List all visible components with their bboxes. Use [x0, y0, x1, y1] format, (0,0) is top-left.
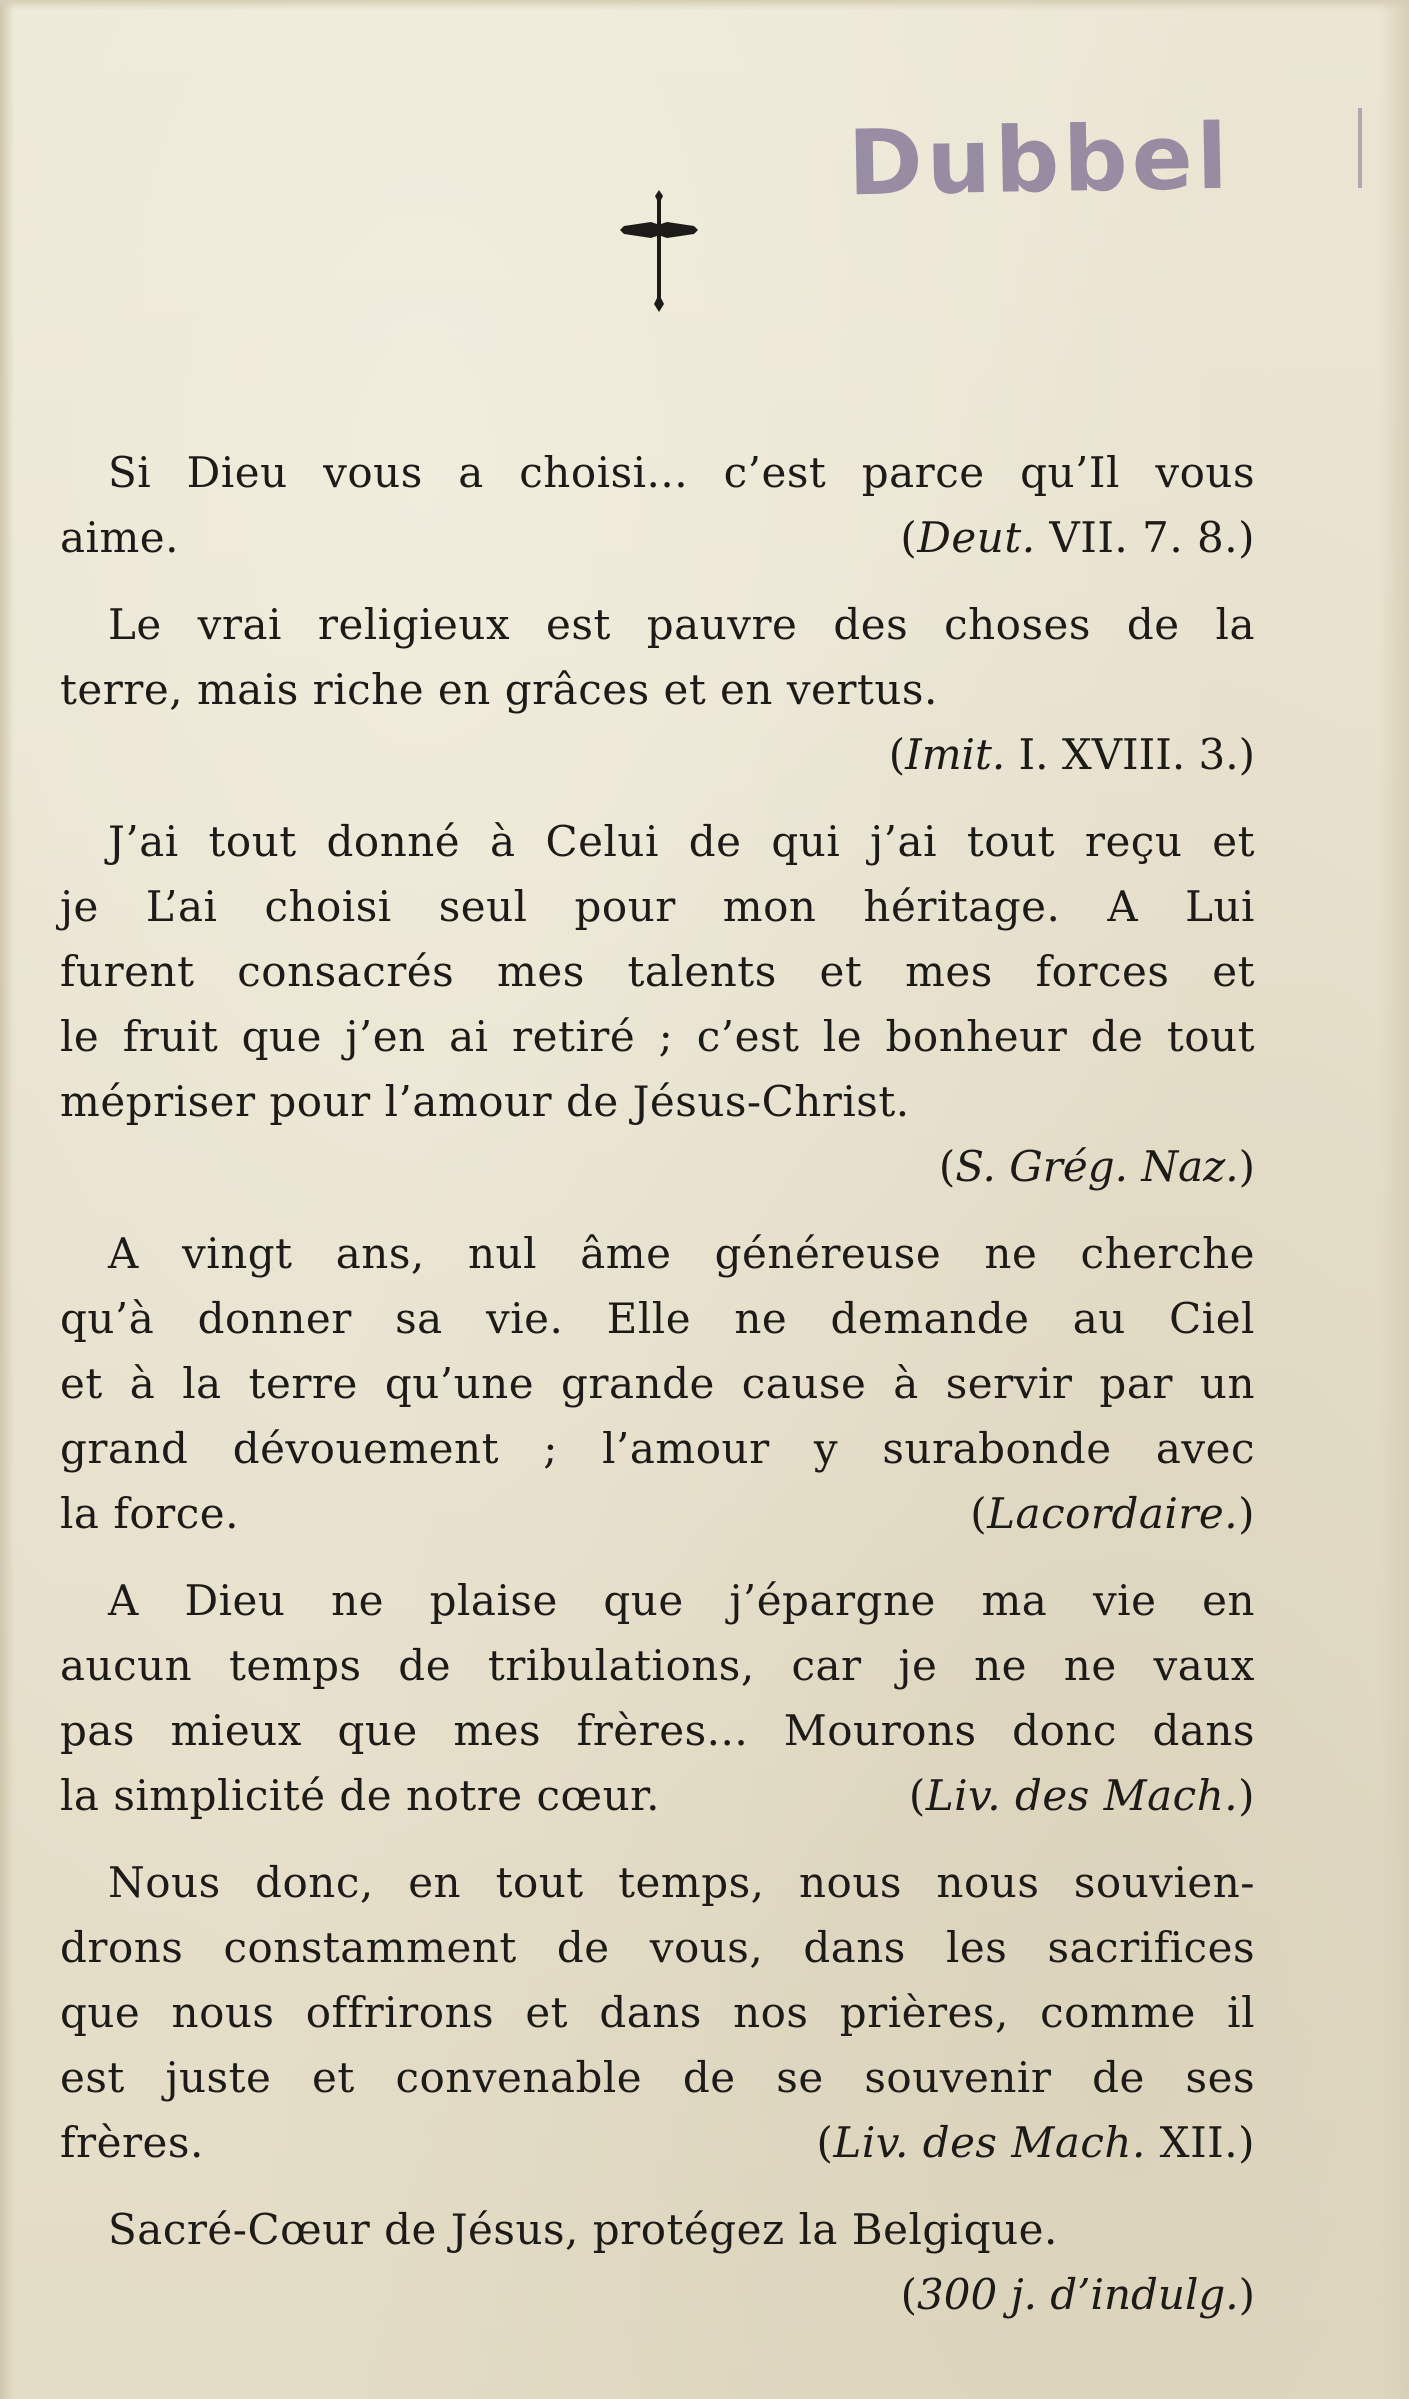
- citation-ref: XII.: [1145, 2118, 1239, 2167]
- citation-close: ): [1238, 2118, 1255, 2167]
- citation-close: ): [1238, 730, 1255, 779]
- citation: [900, 505, 1255, 570]
- text-line: Si Dieu vous a choisi... c’est parce qu’Il vous: [108, 448, 1255, 497]
- paper-edge-left: [0, 0, 14, 2399]
- paragraph: [60, 809, 1255, 1199]
- citation-source: Liv. des Mach.: [925, 1771, 1239, 1820]
- text-line-end: terre, mais riche en grâces et en vertus.: [60, 665, 938, 714]
- citation-open: (: [970, 1489, 988, 1538]
- citation: [909, 1763, 1255, 1828]
- text-line: drons constamment de vous, dans les sacrifices: [60, 1923, 1255, 1972]
- citation-source: S. Grég. Naz.: [955, 1142, 1239, 1191]
- text-body: [60, 440, 1255, 2349]
- text-line: grand dévouement ; l’amour y surabonde avec: [60, 1424, 1255, 1473]
- dubbel-stamp: Dubbel: [847, 104, 1233, 217]
- text-line-end: aime.: [60, 513, 180, 562]
- paragraph: [60, 592, 1255, 787]
- text-line-end: la simplicité de notre cœur.: [60, 1771, 660, 1820]
- citation-close: ): [1238, 1771, 1255, 1820]
- citation-open: (: [900, 2270, 918, 2319]
- citation-close: ): [1238, 1489, 1255, 1538]
- citation-close: ): [1238, 2270, 1255, 2319]
- citation: [889, 730, 1255, 779]
- citation-source: Lacordaire.: [987, 1489, 1239, 1538]
- text-line: et à la terre qu’une grande cause à servir par un: [60, 1359, 1255, 1408]
- citation: [817, 2110, 1255, 2175]
- citation-line: [60, 2262, 1255, 2327]
- text-line-end: Sacré-Cœur de Jésus, protégez la Belgique.: [108, 2205, 1058, 2254]
- paper-edge-right: [1379, 0, 1409, 2399]
- text-line: je L’ai choisi seul pour mon héritage. A Lui: [60, 882, 1255, 931]
- citation-open: (: [908, 1771, 926, 1820]
- citation-open: (: [816, 2118, 834, 2167]
- text-line-end: la force.: [60, 1489, 239, 1538]
- paragraph: [60, 1850, 1255, 2175]
- text-line: aucun temps de tribulations, car je ne ne vaux: [60, 1641, 1255, 1690]
- paragraph: [60, 1568, 1255, 1828]
- text-line: que nous offrirons et dans nos prières, comme il: [60, 1988, 1255, 2037]
- paragraph: [60, 1221, 1255, 1546]
- text-line-with-citation: [60, 505, 1255, 570]
- text-line-with-citation: [60, 2110, 1255, 2175]
- text-line-end: frères.: [60, 2118, 204, 2167]
- paragraph: [60, 2197, 1255, 2327]
- citation-open: (: [900, 513, 918, 562]
- text-line: A Dieu ne plaise que j’épargne ma vie en: [108, 1576, 1255, 1625]
- text-line: Nous donc, en tout temps, nous nous souvien-: [108, 1858, 1255, 1907]
- text-line: J’ai tout donné à Celui de qui j’ai tout reçu et: [108, 817, 1255, 866]
- citation-source: 300 j. d’indulg.: [917, 2270, 1239, 2319]
- citation-line: [60, 722, 1255, 787]
- text-line: le fruit que j’en ai retiré ; c’est le bonheur de tout: [60, 1012, 1255, 1061]
- citation-source: Liv. des Mach.: [833, 2118, 1146, 2167]
- citation-ref: I. XVIII. 3.: [1005, 730, 1239, 779]
- text-line-with-citation: [60, 1481, 1255, 1546]
- citation-ref: VII. 7. 8.: [1035, 513, 1239, 562]
- citation-line: [60, 1134, 1255, 1199]
- paragraph: [60, 440, 1255, 570]
- citation-source: Imit.: [905, 730, 1006, 779]
- citation-open: (: [938, 1142, 956, 1191]
- citation-close: ): [1238, 513, 1255, 562]
- cross-icon: [614, 186, 704, 316]
- text-line: est juste et convenable de se souvenir de ses: [60, 2053, 1255, 2102]
- citation: [901, 2270, 1255, 2319]
- text-line-with-citation: [60, 1763, 1255, 1828]
- citation: [970, 1481, 1255, 1546]
- text-line: furent consacrés mes talents et mes forces et: [60, 947, 1255, 996]
- citation: [939, 1142, 1255, 1191]
- citation-open: (: [888, 730, 906, 779]
- text-line: A vingt ans, nul âme généreuse ne cherche: [108, 1229, 1255, 1278]
- paper-edge-top: [0, 0, 1409, 10]
- text-line: pas mieux que mes frères... Mourons donc dans: [60, 1706, 1255, 1755]
- text-line: qu’à donner sa vie. Elle ne demande au Ciel: [60, 1294, 1255, 1343]
- stamp-mark: [1358, 108, 1362, 188]
- text-line: Le vrai religieux est pauvre des choses de la: [108, 600, 1255, 649]
- text-line-end: mépriser pour l’amour de Jésus-Christ.: [60, 1077, 910, 1126]
- citation-source: Deut.: [917, 513, 1036, 562]
- citation-close: ): [1238, 1142, 1255, 1191]
